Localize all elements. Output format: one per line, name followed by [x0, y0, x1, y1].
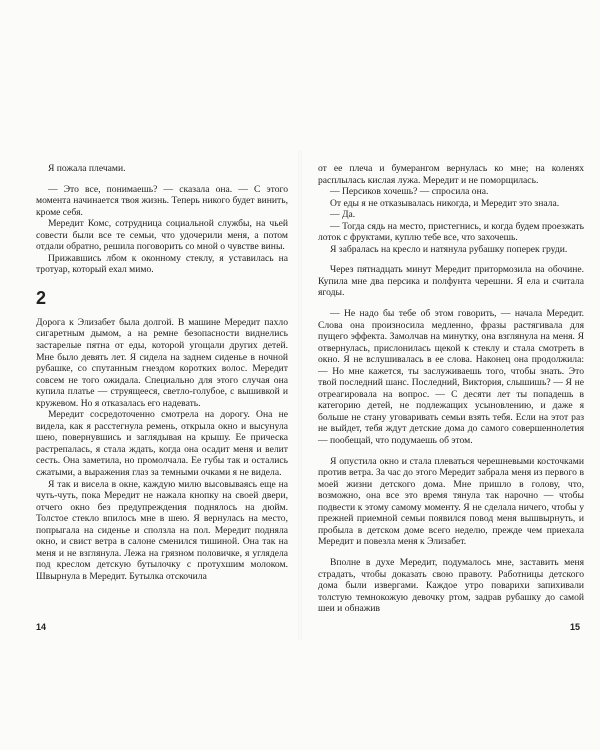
page-number-left: 14	[36, 622, 47, 632]
chapter-number: 2	[36, 287, 47, 308]
paragraph: Прижавшись лбом к оконному стеклу, я уставилась на тротуар, который ехал мимо.	[36, 252, 288, 276]
paragraph: Мередит Комс, сотрудница социальной службы, на чьей совести были все те семьи, что удочерили меня, а потом отдали обратно, решила поговорить со мной о чувстве вины.	[36, 218, 288, 253]
paragraph: Я забралась на кресло и натянула рубашку поперек груди.	[330, 243, 568, 255]
paragraph: — Не надо бы тебе об этом говорить, — начала Мередит. Слова она произносила медленно, фразы растягивала для пущего эффекта. Замолчав на минутку, она взглянула на меня. Я отвернулась, прислонилась щекой к стеклу и стала смотреть в окно. Я не вслушивалась в ее слова. Наконец она продолжила: — Но мне кажется, ты заслуживаешь того, чтобы знать. Это твой последний шанс. Последний, Виктория, слышишь? — Я не отреагировала на вопрос. — С десяти лет ты попадешь в категорию детей, не подлежащих усыновлению, и даже я больше не стану уговаривать семьи взять тебя. Если на этот раз не выйдет, тебя ждут детские дома до самого совершеннолетия — пообещай, что подумаешь об этом.	[318, 308, 584, 447]
paragraph: — Это все, понимаешь? — сказала она. — С этого момента начинается твоя жизнь. Теперь никого будет винить, кроме себя.	[36, 183, 288, 218]
paragraph: Я опустила окно и стала плеваться черешневыми косточками против ветра. За час до этого Мередит забрала меня из первого в моей жизни детского дома. Мне пришло в голову, что, возможно, она все это время тянула так нарочно — чтобы подвести к этому самому моменту. Я не сделала ничего, чтобы у прежней приемной семьи появился повод меня вышвырнуть, и пробыла в детском доме всего неделю, прежде чем приехала Мередит и повезла меня к Элизабет.	[318, 455, 584, 548]
paragraph: — Тогда сядь на место, пристегнись, и когда будем проезжать лоток с фруктами, куплю тебе все, что захочешь.	[318, 220, 584, 244]
paragraph: — Да.	[330, 209, 356, 221]
page-number-right: 15	[570, 622, 581, 632]
paragraph: Дорога к Элизабет была долгой. В машине Мередит пахло сигаретным дымом, а на ремне безопасности виднелись застарелые пятна от еды, которой угощали других детей. Мне было девять лет. Я сидела на заднем сиденье в ночной рубашке, со спутанным гнездом коротких волос. Мередит совсем не того ожидала. Специально для этого случая она купила платье — струящееся, светло-голубое, с вышивкой и кружевом. Но я отказалась его надевать.	[36, 316, 288, 409]
left-text-column	[36, 163, 288, 583]
right-page	[300, 163, 600, 618]
paragraph: Вполне в духе Мередит, подумалось мне, заставить меня страдать, чтобы доказать свою правоту. Работницы детского дома были извергами. Каждое утро поварихи запихивали толстую темнокожую девочку ртом, задрав рубашку до самой шеи и обнажив	[318, 556, 584, 615]
paragraph: от ее плеча и бумерангом вернулась ко мне; на коленях расплылась кислая лужа. Мередит и не поморщилась.	[318, 163, 584, 186]
paragraph: Через пятнадцать минут Мередит притормозила на обочине. Купила мне два персика и полфунта черешни. Я ела и считала ягоды.	[318, 264, 584, 299]
paragraph: От еды я не отказывалась никогда, и Мередит это знала.	[330, 197, 560, 209]
paragraph: — Персиков хочешь? — спросила она.	[330, 186, 489, 198]
paragraph: Я пожала плечами.	[48, 163, 126, 174]
right-text-column	[318, 163, 584, 615]
paragraph: Я так и висела в окне, каждую милю высовываясь еще на чуть-чуть, пока Мередит не нажала кнопку на своей двери, отчего окно без предупреждения поднялось на дюйм. Толстое стекло впилось мне в шею. Я вернулась на место, попрыгала на сиденье и сползла на пол. Мередит подняла окно, и свист ветра в салоне сменился тишиной. Она так на меня и не взглянула. Лежа на грязном половичке, я углядела под креслом детскую бутылочку с протухшим молоком. Швырнула в Мередит. Бутылка отскочила	[36, 478, 288, 582]
paragraph: Мередит сосредоточенно смотрела на дорогу. Она не видела, как я расстегнула ремень, открыла окно и высунула шею, повернувшись и заглядывая на крышу. Ее прическа растрепалась, я стала ждать, когда она осадит меня и велит сесть. Она заметила, но промолчала. Ее губы так и остались сжатыми, а выражения глаз за темными очками я не видела.	[36, 409, 288, 479]
left-page	[0, 163, 300, 618]
